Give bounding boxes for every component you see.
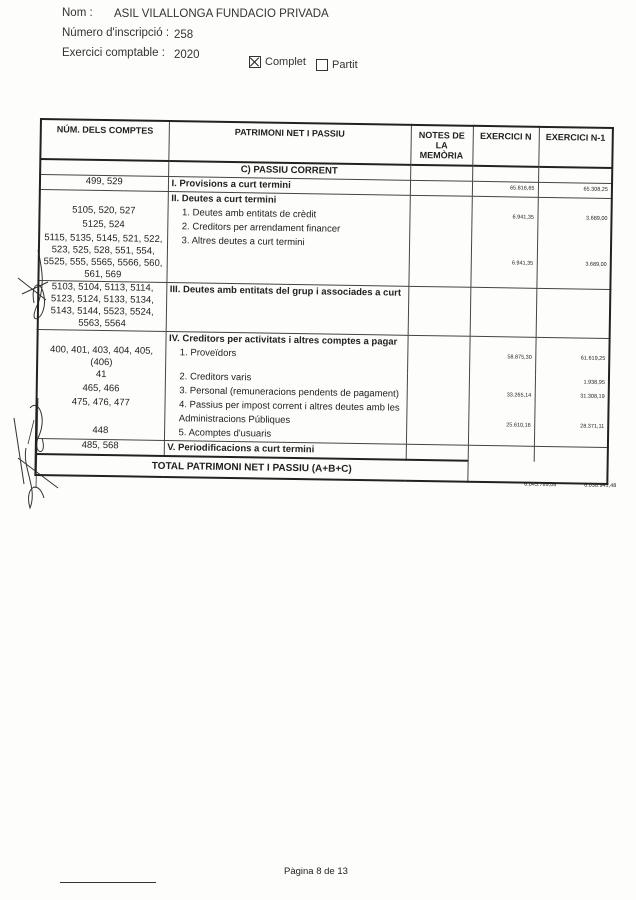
value-n: 6.941,35 [470, 239, 537, 289]
row-label: V. Periodificacions a curt termini [164, 440, 406, 459]
account-codes: 5115, 5135, 5145, 521, 522, 523, 525, 528, 551, 554, 5525, 555, 5565, 5566, 560, 561, 569 [38, 232, 167, 283]
value-n1 [534, 432, 608, 448]
row-label: 4. Passius per impost corrent i altres deutes amb les Administracions Públiques [164, 398, 406, 430]
value-n1: 28.371,11 [534, 404, 608, 433]
account-codes: 485, 568 [36, 438, 164, 456]
checked-box-icon [249, 56, 261, 68]
complet-checkbox[interactable] [249, 56, 306, 68]
inscripcio-label: Número d'inscripció : [62, 27, 170, 39]
account-codes: 41 [37, 368, 165, 384]
row-label: II. Deutes a curt termini [168, 192, 410, 210]
value-n [471, 225, 537, 240]
total-label: TOTAL PATRIMONI NET I PASSIU (A+B+C) [35, 454, 467, 482]
header [0, 0, 636, 80]
value-n1: 3.689,00 [536, 240, 611, 290]
account-codes: 465, 466 [37, 382, 165, 398]
value-n [468, 431, 534, 447]
nom-value: ASIL VILALLONGA FUNDACIO PRIVADA [114, 8, 329, 20]
row-label: IV. Creditors per activitats i altres comptes a pagar [165, 332, 407, 350]
account-codes: 5105, 520, 527 [39, 204, 167, 220]
row-label: 3. Altres deutes a curt termini [166, 234, 409, 286]
value-n: 6.941,35 [471, 211, 537, 226]
balance-sheet [34, 118, 620, 490]
row-label: I. Provisions a curt termini [168, 177, 410, 196]
exercici-value: 2020 [174, 49, 200, 61]
section-title: C) PASSIU CORRENT [168, 161, 410, 180]
table-row [38, 232, 611, 289]
value-n1: 3.689,00 [537, 212, 611, 227]
col-header-exercici-n: EXERCICI N [472, 126, 539, 167]
row-label: 1. Proveïdors [165, 346, 407, 374]
account-codes: 475, 476, 477 [36, 396, 164, 426]
value-n: 25.610,16 [468, 403, 534, 432]
value-n1: 31.308,19 [535, 390, 609, 405]
account-codes: 5125, 524 [39, 218, 167, 234]
row-label: 2. Creditors per arrendament financer [167, 220, 409, 238]
value-n: 58.875,30 [469, 351, 535, 376]
value-n1: 65.308,25 [538, 182, 612, 198]
account-codes: 5103, 5104, 5113, 5114, 5123, 5124, 5133, 5134, 5143, 5144, 5523, 5524, 5563, 5564 [38, 280, 167, 331]
col-header-exercici-n1: EXERCICI N-1 [538, 127, 613, 168]
col-header-notes: NOTES DE LA MEMÒRIA [410, 125, 473, 166]
footer-divider [60, 882, 156, 883]
partit-checkbox[interactable] [316, 59, 358, 71]
account-codes: 400, 401, 403, 404, 405, (406) [37, 344, 165, 370]
value-n1 [537, 226, 611, 241]
col-header-comptes: NÚM. DELS COMPTES [40, 119, 169, 161]
total-value-n: 6.045.789,08 [524, 481, 557, 489]
exercici-label: Exercici comptable : [62, 47, 165, 59]
value-n1: 61.619,25 [535, 352, 609, 377]
page-number: Pàgina 8 de 13 [284, 866, 348, 877]
row-label: 1. Deutes amb entitats de crèdit [167, 206, 409, 224]
inscripcio-value: 258 [174, 29, 194, 41]
table-row [38, 280, 611, 338]
row-label: 2. Creditors varis [165, 370, 407, 388]
complet-label: Complet [265, 56, 306, 68]
value-n: 65.816,65 [472, 181, 538, 197]
value-n [469, 375, 535, 390]
col-header-passiu: PATRIMONI NET I PASSIU [168, 121, 411, 165]
unchecked-box-icon [316, 59, 328, 71]
nom-label: Nom : [62, 7, 93, 19]
row-label: 3. Personal (remuneracions pendents de pagament) [165, 384, 407, 402]
value-n1: 1.938,95 [535, 376, 609, 391]
account-codes: 448 [36, 424, 164, 441]
partit-label: Partit [332, 59, 358, 71]
total-value-n1: 6.038.941,48 [584, 482, 617, 490]
row-label: 5. Acomptes d'usuaris [164, 426, 406, 444]
row-label: III. Deutes amb entitats del grup i associades a curt [166, 283, 409, 336]
value-n: 33.265,14 [469, 389, 535, 404]
passiu-table [34, 118, 614, 485]
account-codes: 499, 529 [40, 175, 168, 192]
